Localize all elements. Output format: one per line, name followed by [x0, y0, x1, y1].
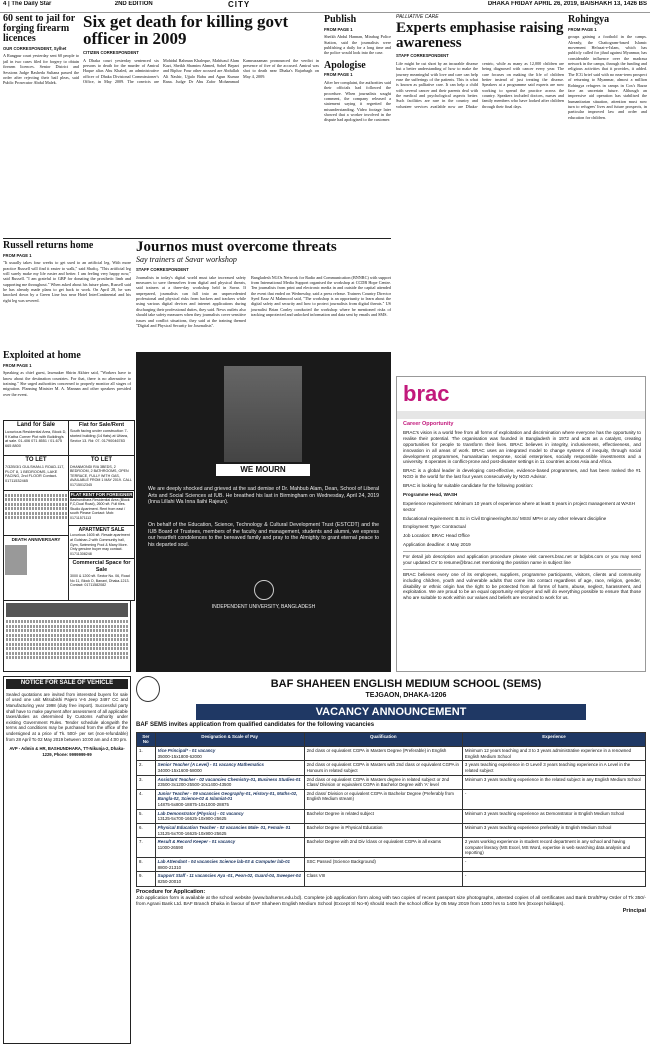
exploited-article — [3, 350, 131, 418]
experience-cell: Minimum 3 years teaching experience in the related subject in any English Medium School — [462, 775, 645, 789]
journos-col-2: Bangladesh NGOs Network for Radio and Communication (BNNRC) with support from International Media Support organised the workshop at CCDB Hope Centre. Ten journalists from print and electronic media in and outside the capital attended the event that ended on Wednesday, said a press release. Trainers Country Director Syed Ezaz Al Mahmood said, "The workshop is an opportunity to learn about the digital safety and security and how to protect journalists from digital threats." US journalist Brian Conley conducted the workshop where he mentioned risks of tracking unprotected and unlocked information and data sent by emails and SMS. — [251, 274, 391, 318]
principal-signature: Principal — [622, 907, 646, 914]
experience-cell: - — [462, 872, 645, 886]
pay-scale: 13125-5x700-16625-10x900-25625 — [157, 830, 227, 836]
journos-subhead: Say trainers at Savar workshop — [136, 255, 237, 264]
rohingya-article — [568, 14, 647, 372]
qualification-cell: Bachelor Degree in Physical Education — [304, 823, 462, 837]
designation: Vice Principal* - 01 vacancy — [157, 748, 216, 753]
experience-cell: 3 years teaching experience in O Level/ 3 years teaching experience in A Level in the related subject — [462, 761, 645, 775]
pay-scale: 13125-5x700-16625-10x900-25625 — [157, 816, 227, 822]
school-name: BAF SHAHEEN ENGLISH MEDIUM SCHOOL (SEMS) — [270, 678, 542, 691]
row-number: 9. — [137, 872, 156, 886]
designation-cell — [155, 872, 304, 886]
qualification-cell: SSC Passed (Science Background) — [304, 858, 462, 872]
exploited-body: Speaking as chief guest, lawmaker Shirin Akhter said, "Workers have to know about the destination countries. For that, there is no alternative to training." She urged authorities concerned to properly monitor all stages of migration. Planning Minister M. A. Mannan and other speakers presided over the event. — [3, 370, 131, 397]
palliative-body: Life might be cut short by an incurable disease but a better understanding of how to make the journey meaningful with love and care can help ease the sufferings of the patients. This is what is known as palliative care. It can help a child with several cancer and their parents deal with the medical and psychological aspects better. Such facilities are rare in the country and volunteer services available now are Dhaka-centric, while as many as 12,000 children are being diagnosed with cancer every year. The care focuses on making the life of children better instead of just treating the disease. Speakers at a programme said experts are now working to spread the practice across the country. Speakers included doctors, nurses and family members who have looked after children through their final days. — [396, 60, 564, 109]
vacancy-table — [136, 732, 646, 887]
masthead-date: DHAKA FRIDAY APRIL 26, 2019, BAISHAKH 13, 1426 BS — [487, 1, 647, 7]
ad-commercial-space: Commercial Space for Sale 3000 & 1200 sft. Sector No. 06, Road No 11, Block D, Banani, Dhaka-1213. Contact: 01711582082 — [68, 558, 135, 601]
designation: Assistant Teacher - 02 vacancies Chemistry-01, Business Studies-01 — [157, 776, 301, 782]
section-name: CITY — [228, 0, 251, 9]
experience-cell: 2 years working experience in student record department in any school and having computer literacy (MS Excel, MS Word, expertise in web searching data analysis and reporting) — [462, 838, 645, 858]
experience-cell: - — [462, 858, 645, 872]
pay-scale: 14875-5x800-18875-10x1000-28875 — [157, 802, 229, 807]
ad-land-sale: Land for Sale Luxurious Residential Area, Block D, 9 Katha Corner Plot with Building/s at sale. 01-406 071 8551 / 01-675 665 8800 — [3, 420, 69, 456]
journos-headline: Journos must overcome threats — [136, 240, 337, 255]
qualification-cell: Bachelor Degree with 2nd Div /class or equivalent CGPA in all exams — [304, 838, 462, 858]
designation: Senior Teacher (A Level) - 01 vacancy Mathematics — [157, 762, 264, 768]
designation-cell — [155, 858, 304, 872]
obituary-notice — [136, 352, 391, 672]
qualification-cell: 2nd class or equivalent CGPA in Masters degree in related subject or 2nd Class/ Division or equivalent CGPA in Bachelor Degree with 'A' level — [304, 775, 462, 789]
firearms-byline: OUR CORRESPONDENT, Sylhet — [3, 46, 67, 51]
table-row — [137, 858, 646, 872]
procedure-title: Procedure for Application: — [136, 888, 206, 895]
row-number: 7. — [137, 838, 156, 858]
ad-apartment-sale: APARTMENT SALE Luxurious 1605 sft. Resale apartment at Gulshan-2 with Community hall, Gym, Swimming Pool & Many More. Only genuine buyer may contact. 01711308248 — [68, 525, 135, 559]
designation-cell — [155, 775, 304, 789]
publish-byline: FROM PAGE 1 — [324, 26, 353, 32]
vacancy-invite: BAF SEMS invites application from qualified candidates for the following vacancies — [136, 722, 375, 729]
designation-cell — [155, 761, 304, 775]
obituary-para-1: We are deeply shocked and grieved at the sad demise of Dr. Mahbub Alam, Dean, School of Liberal Arts and Social Sciences at IUB. He breathed his last in Birmingham on Wednesday, April 24, 2019 (Inna Lillahi Wa Inna Ilaihi Rajeun). — [148, 486, 379, 506]
qualification-cell: 2nd class/ Division or equivalent CGPA in Bachelor Degree (Preferably from English Medium stream) — [304, 789, 462, 809]
rohingya-body: groups gaining a foothold in the camps. Already, the Chattogram-based Islamic movement Hefazat-e-Islam, which has publicly called for jihad against Myanmar, has considerable influence over the madrasa network in the camps, through the funding and religious activities that it provides, it added. The ICG brief said with no near-term prospect of returning to Myanmar, almost a million Rohingya refugees in camps in Cox's Bazar face an uncertain future. Although an impressive aid operation has stabilised the humanitarian situation, attention must now turn to refugees' lives and future prospects, in particular improved law and order and education for children. — [568, 34, 647, 120]
journos-col-1: Journalists in today's digital world must take increased safety measures to save themselves from digital and physical threats, said trainers at a three-day workshop held in Savar. If unprepared, journalists can fall into an unprecedented professional and physical risks from hackers and trackers while using various digital devices and internet applications during discharging their professional duties, they said. News outlets also should take safety measures when they journalists cover sensitive issues and conflict situations, they said at the training themed "Digital and Physical Security for Journalists". — [136, 274, 246, 328]
designation-cell — [155, 789, 304, 809]
designation-cell — [155, 809, 304, 823]
row-number: 5. — [137, 809, 156, 823]
obituary-signature: INDEPENDENT UNIVERSITY, BANGLADESH — [211, 604, 316, 610]
govt-officer-article — [83, 14, 319, 236]
qualification-cell: Class VIII — [304, 872, 462, 886]
table-row — [137, 775, 646, 789]
pay-scale: 35000-15x1800-62000 — [157, 753, 202, 759]
palliative-kicker: PALLIATIVE CARE — [396, 14, 439, 20]
publish-body: Sheikh Abdul Hannan, Mirabag Police Station, said the journalists were publishing a daily for a long time and the police would look into the case. — [324, 34, 391, 56]
palliative-article — [396, 14, 564, 372]
university-seal — [254, 580, 274, 600]
experience-cell: Minimum 3 years teaching experience preferably in English Medium School — [462, 823, 645, 837]
procedure-body: Job application form is available at the school website (www.bafsems.edu.bd). Complete job application form along with two copies of recent passport size photographs, attested copies of all certificates and Bank Draft/Pay Order of Tk 350/- from Agrani Bank Ltd. BAF Branch Dhaka in favour of BAF Shaheen English Medium School (Except Sl No-9) should reach the school office by 05 May 2019 from 1000 hrs to 1400 hrs (Except holidays). — [136, 895, 646, 907]
russell-byline: FROM PAGE 1 — [3, 252, 32, 258]
firearms-body: A Rangpur court yesterday sent 60 people to jail in two cases filed for forgery to obtain firearm licences. Senior District and Sessions Judge Rasheda Sultana passed the order after rejecting their bail pleas, said Public Prosecutor Abdul Malek. — [3, 53, 79, 86]
govt-officer-byline: CITIZEN CORRESPONDENT — [83, 50, 139, 56]
govt-officer-headline: Six get death for killing govt officer in 2009 — [83, 14, 289, 48]
bengali-headline-bar — [6, 603, 128, 617]
russell-headline: Russell returns home — [3, 240, 94, 251]
masthead — [0, 0, 650, 13]
school-location: TEJGAON, DHAKA-1206 — [365, 691, 447, 699]
pay-scale: 23500-3x1200-25500-10x1400-43500 — [157, 782, 232, 788]
journos-byline: STAFF CORRESPONDENT — [136, 267, 189, 273]
qualification-cell: Bachelor Degree in related subject — [304, 809, 462, 823]
exploited-headline: Exploited at home — [3, 350, 81, 361]
experience-cell: Minimum 3 years teaching experience as Demonstrator in English Medium School — [462, 809, 645, 823]
ad-flat-sale: Flat for Sale/Rent South facing under construction 7-storied building (14 flats) at Uttara, Sector 13. Rd: 07. 01790046783 — [68, 420, 135, 456]
table-row — [137, 761, 646, 775]
ad-bengali-1 — [3, 490, 69, 536]
firearms-article — [3, 14, 79, 236]
russell-body: "It usually takes four weeks to get used to an artificial leg. With more practice Russell will find it easier to walk," said Shafiq. "This artificial leg will surely make my life easier and better. I am feeling very happy now," said Russell. "I am grateful to GBP for donating the prosthetic limb and supporting me throughout." When asked about his future plans, Russell said he has already made plans to get back to work. On April 28, he was knocked down by a Green Line bus near Hotel InterContinental and his right leg was severed. — [3, 260, 131, 303]
journos-article — [136, 240, 391, 350]
ad-flat-foreigner: FLAT RENT FOR FOREIGNER Bashundhara Residential Area (Block F,C,Dual Road), 2600 sft. Full tiles. Studio Apartment. Rent from east / south Please Contact: Mob: 01711571113 — [68, 490, 135, 526]
row-number: 6. — [137, 823, 156, 837]
ad-death-anniversary: DEATH ANNIVERSARY — [3, 535, 69, 601]
designation: Physical Education Teacher - 02 vacancies Male- 01, Female- 01 — [157, 824, 291, 830]
pay-scale: 8250-20010 — [157, 878, 182, 884]
table-header: Designation & Scale of Pay — [155, 732, 304, 746]
palliative-headline: Experts emphasise raising awareness — [396, 20, 564, 52]
firearms-headline: 60 sent to jail for forging firearm licences — [3, 14, 76, 44]
row-number: 8. — [137, 858, 156, 872]
brac-logo: brac — [403, 381, 450, 406]
obituary-para-2: On behalf of the Education, Science, Technology & Cultural Development Trust (ESTCDT) and the IUB Board of Trustees, members of the faculty and management, students and alumni, we express our heartfelt condolences to the bereaved family and pray to the Almighty to grant eternal peace to his departed soul. — [148, 522, 379, 548]
table-row — [137, 747, 646, 761]
designation: Junior Teacher - 09 vacancies Geography-01, History-01, Maths-02, Bangla-02, Science-02 & Islamiat-01 — [157, 790, 298, 802]
designation: Lab Demonstrator (Physics) - 01 vacancy — [157, 810, 244, 816]
govt-officer-body: A Dhaka court yesterday sentenced six persons to death for the murder of Amirul Haque alias Abu Khaled, an administrative officer of Dhaka Divisional Commissioner's Office, in May 2009. The convicts are Mohidul Rahman Khaleque, Mahfuzul Alam Kazi, Sheikh Shamim Ahmed, Sohel Bepari and Bipluv. Four other accused are Abdullah Ali Nashir, Ujjalo Babu and Agun Kumar Rana. Judge Dr Abu Zafor Mohammad Kamruzzaman pronounced the verdict in presence of five of the accused. Amirul was shot to death near Dhaka's Rajarbagh on May 4, 2009. — [83, 57, 319, 85]
ad-bengali-bikroy — [3, 600, 131, 672]
ad-to-let-1: TO LET 7/32B/3/1 GULSHAN-1 ROAD-117, PLOT 8, 1 BEDROOMS, LAKE FACING, 2nd FLOOR Contact- 01711532465 — [3, 455, 69, 491]
designation-cell — [155, 838, 304, 858]
ad-to-let-2: TO LET DHANMONDI R/A 3BEDS, 2 BEDROOM, 2 BATHROOMS, OPEN TERRACE, FULLY WITH GAS, AVAILABLE FROM 1 MAY 2019. CALL 01715012345 — [68, 455, 135, 491]
rohingya-headline: Rohingya — [568, 14, 610, 25]
row-number: 2. — [137, 761, 156, 775]
table-header: Qualification — [304, 732, 462, 746]
brac-ad — [396, 376, 646, 672]
table-row — [137, 823, 646, 837]
table-row — [137, 838, 646, 858]
pay-scale: 11000-26590 — [157, 844, 184, 850]
designation: Support Staff - 11 vacancies Aya -01, Peon-02, Guard-04, Sweeper-04 — [157, 873, 301, 879]
table-row — [137, 872, 646, 886]
apologise-byline: FROM PAGE 1 — [324, 72, 353, 78]
exploited-byline: FROM PAGE 1 — [3, 362, 32, 368]
divider — [3, 238, 391, 239]
table-header: Ser No — [137, 732, 156, 746]
row-number: 1. — [137, 747, 156, 761]
row-number: 3. — [137, 775, 156, 789]
designation-cell — [155, 747, 304, 761]
qualification-cell: 2nd class or equivalent CGPA in Masters Degree (Preferable) in English — [304, 747, 462, 761]
row-number: 4. — [137, 789, 156, 809]
experience-cell: Minimum 12 years teaching and 3 to 3 years administrative experience in a renowned English Medium School — [462, 747, 645, 761]
designation-cell — [155, 823, 304, 837]
apologise-headline: Apologise — [324, 59, 366, 71]
pay-scale: 34000-15x1600-58000 — [157, 767, 202, 773]
pay-scale: 8800-21310 — [157, 864, 182, 870]
palliative-byline: STAFF CORRESPONDENT — [396, 53, 449, 59]
russell-article — [3, 240, 131, 348]
masthead-left: 4 | The Daily Star 2ND EDITION — [3, 1, 153, 7]
publish-apologise-column — [324, 14, 391, 236]
portrait-photo — [5, 545, 27, 575]
sems-vacancy-ad — [136, 676, 646, 1046]
ad-vehicle-notice: NOTICE FOR SALE OF VEHICLE Sealed quotations are invited from interested buyers for sale of used one unit Mitsubishi Pajero V-6 Jeep 3497 CC and Manufacturing year 1998 (duty free import). Successful party shall have to make payment after assessment of all applicable taxes/duties as determined by Customs Authority under existing Government Rules. Tender schedule alongwith the terms and conditions may be purchased from the office of the undersigned at a price of Tk. 500/- per set (non-refundable) from 28 April To 02 May 2019 between 10:00 am and 4:00 pm. AVP - Admin & HR, BASHUNDHARA, TT-Nikunja-2, Dhaka-1229, Phone: 9999999-99 — [3, 676, 131, 1044]
school-crest-icon — [136, 676, 160, 702]
table-row — [137, 809, 646, 823]
vacancy-banner: VACANCY ANNOUNCEMENT — [196, 704, 586, 720]
brac-content: Career Opportunity BRAC's vision is a world free from all forms of exploitation and discrimination where everyone has the opportunity to realise their potential. The organisation was founded in Bangladesh in 1972 and acts as a catalyst, creating opportunities for people to transform their lives. BRAC believes in integrity, inclusiveness, effectiveness, and innovation in all areas of work. BRAC uses an integrated model to change systems of inequity, through social development programmes, humanitarian response, social enterprises, socially responsible investments and a university. It operates in conflict-prone and post-disaster settings in 11 countries across Asia and Africa. BRAC is a global leader in developing cost-effective, evidence-based programmes, and has been ranked the #1 NGO in the world for the last four years consecutively by NGO Advisor. BRAC is looking for suitable candidate for the following position: Programme Head, WASH Experience requirement: Minimum 10 years of experience where at least 5 years in project management at WASH sector Educational requirement: B.Sc in Civil Engineering/M.Sc/ MSS/ MPH or any other relevant discipline Employment Type: Contractual Job Location: BRAC Head Office Application deadline: 4 May 2019 For detail job description and application procedure please visit careers.brac.net or bdjobs.com or you may send your updated CV to resume@brac.net mentioning the position name in subject line BRAC believes every one of its employees, suppliers, programme participants, visitors, clients and community including children, youth and vulnerable adults that come into contact regardless of age, race, religion, gender, disability or ethnic origin has the right to be protected from all forms of harm, abuse, neglect, harassment, and exploitation. We are proud to be an equal opportunity employer and will do everything possible to ensure that those who are suitable to work within our values and beliefs are recruited to work for us. — [403, 421, 641, 601]
publish-headline: Publish — [324, 14, 357, 25]
table-header: Experience — [462, 732, 645, 746]
designation: Result & Record Keeper - 01 vacancy — [157, 839, 236, 845]
table-row — [137, 789, 646, 809]
rohingya-byline: FROM PAGE 1 — [568, 26, 597, 32]
portrait-photo — [224, 366, 302, 462]
experience-cell: - — [462, 789, 645, 809]
designation: Lab Attendant - 04 vacancies Science lab-03 & Computer lab-01 — [157, 859, 290, 864]
apologise-body: After her complaint, the authorities said their officials had followed the procedure. When journalists sought comment, the company released a statement saying it regretted the misunderstanding. Video footage later showed that a worker involved in the dispute had apologised to the customer. — [324, 79, 391, 123]
qualification-cell: 2nd class or equivalent CGPA in Masters with 2nd class or equivalent CGPA in Honours in related subject — [304, 761, 462, 775]
we-mourn-label: WE MOURN — [216, 464, 310, 476]
